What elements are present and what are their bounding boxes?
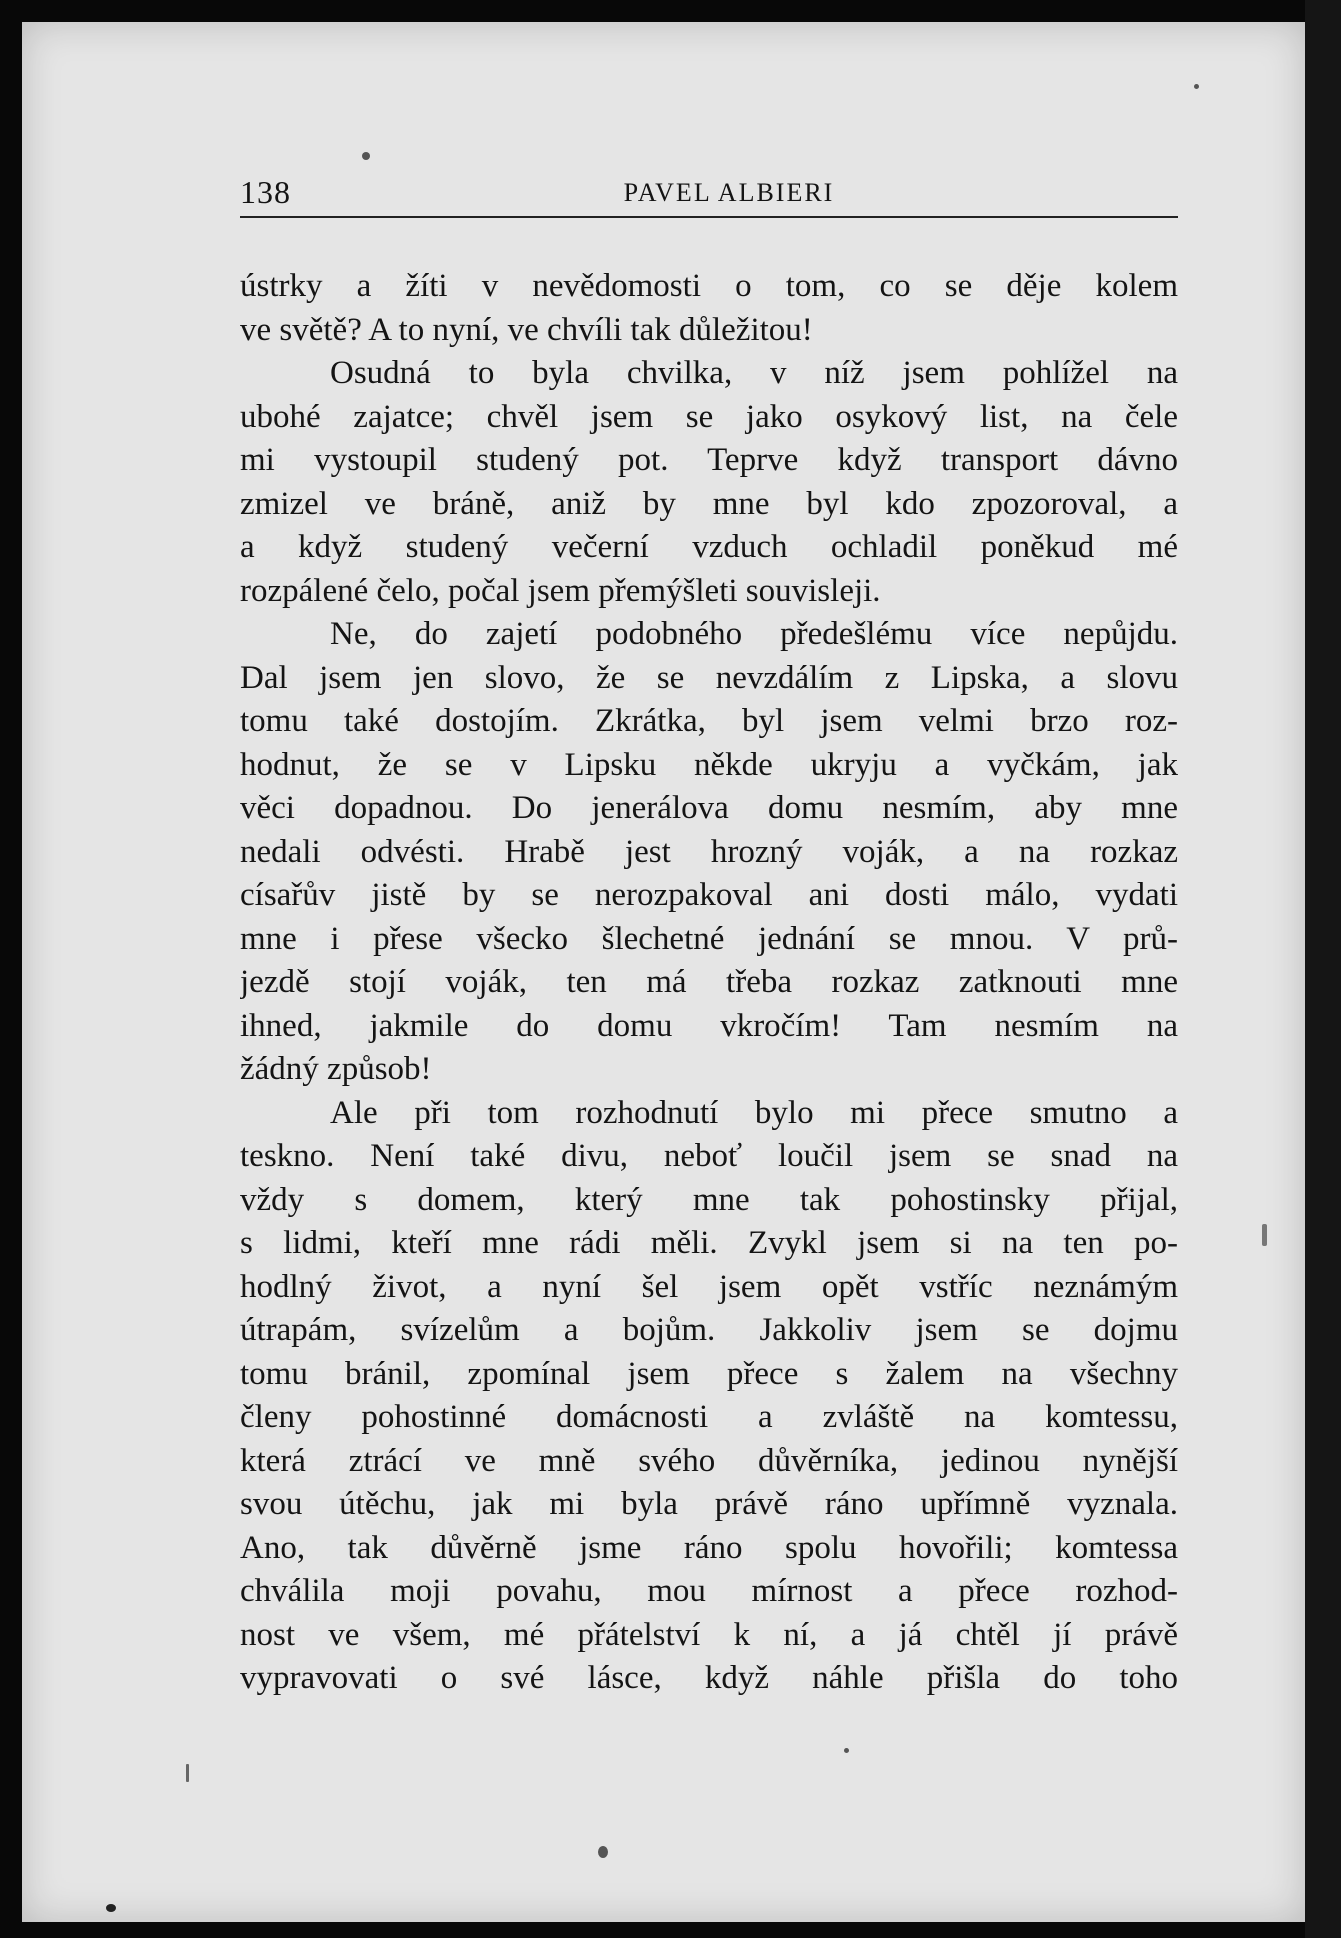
- text-line: ve světě? A to nyní, ve chvíli tak důležitou!: [240, 311, 813, 348]
- adjacent-page-edge: [1305, 0, 1341, 1938]
- text-line: Osudná to byla chvilka, v níž jsem pohlížel na: [330, 355, 1178, 391]
- text-line: zmizel ve bráně, aniž by mne byl kdo zpozoroval, a: [240, 485, 1178, 522]
- text-line: nedali odvésti. Hrabě jest hrozný voják, a na rozkaz: [240, 833, 1178, 870]
- text-line: věci dopadnou. Do jenerálova domu nesmím, aby mne: [240, 790, 1178, 826]
- text-line: chválila moji povahu, mou mírnost a přece rozhod-: [240, 1573, 1178, 1609]
- scan-speck: [844, 1748, 849, 1753]
- text-line: hodnut, že se v Lipsku někde ukryju a vyčkám, jak: [240, 746, 1178, 783]
- scan-speck: [362, 152, 370, 160]
- text-line: žádný způsob!: [240, 1051, 432, 1087]
- scan-speck: [106, 1904, 116, 1912]
- scan-speck: [186, 1764, 189, 1782]
- scan-speck: [1194, 84, 1199, 89]
- text-line: mi vystoupil studený pot. Teprve když transport dávno: [240, 442, 1178, 478]
- text-line: ústrky a žíti v nevědomosti o tom, co se děje kolem: [240, 268, 1178, 304]
- text-line: Dal jsem jen slovo, že se nevzdálím z Lipska, a slovu: [240, 659, 1178, 696]
- text-line: hodlný život, a nyní šel jsem opět vstříc neznámým: [240, 1268, 1178, 1305]
- text-line: útrapám, svízelům a bojům. Jakkoliv jsem se dojmu: [240, 1312, 1178, 1348]
- text-line: ubohé zajatce; chvěl jsem se jako osykový list, na čele: [240, 398, 1178, 435]
- text-line: jezdě stojí voják, ten má třeba rozkaz zatknouti mne: [240, 964, 1178, 1000]
- text-line: vždy s domem, který mne tak pohostinsky přijal,: [240, 1181, 1178, 1218]
- text-line: císařův jistě by se nerozpakoval ani dosti málo, vydati: [240, 877, 1178, 913]
- text-line: teskno. Není také divu, neboť loučil jsem se snad na: [240, 1138, 1178, 1174]
- body-text: [240, 265, 1178, 1701]
- text-line: a když studený večerní vzduch ochladil poněkud mé: [240, 529, 1178, 565]
- page-number: 138: [240, 174, 291, 210]
- text-line: ihned, jakmile do domu vkročím! Tam nesmím na: [240, 1007, 1178, 1044]
- scan-speck: [598, 1846, 608, 1858]
- text-line: Ano, tak důvěrně jsme ráno spolu hovořili; komtessa: [240, 1529, 1178, 1566]
- running-head: PAVEL ALBIERI: [623, 178, 835, 207]
- scan-speck: [1262, 1224, 1267, 1246]
- text-line: vypravovati o své lásce, když náhle přišla do toho: [240, 1660, 1178, 1696]
- text-line: Ale při tom rozhodnutí bylo mi přece smutno a: [330, 1094, 1178, 1131]
- text-line: nost ve všem, mé přátelství k ní, a já chtěl jí právě: [240, 1616, 1178, 1653]
- text-line: tomu také dostojím. Zkrátka, byl jsem velmi brzo roz-: [240, 703, 1178, 739]
- text-line: rozpálené čelo, počal jsem přemýšleti souvisleji.: [240, 572, 881, 609]
- text-line: s lidmi, kteří mne rádi měli. Zvykl jsem si na ten po-: [240, 1225, 1178, 1261]
- page-header: [240, 168, 1178, 218]
- text-line: Ne, do zajetí podobného předešlému více nepůjdu.: [330, 616, 1178, 652]
- text-line: členy pohostinné domácnosti a zvláště na komtessu,: [240, 1399, 1178, 1435]
- text-line: která ztrácí ve mně svého důvěrníka, jedinou nynější: [240, 1442, 1178, 1479]
- text-line: svou útěchu, jak mi byla právě ráno upřímně vyznala.: [240, 1486, 1178, 1522]
- text-line: tomu bránil, zpomínal jsem přece s žalem na všechny: [240, 1355, 1178, 1392]
- text-line: mne i přese všecko šlechetné jednání se mnou. V prů-: [240, 920, 1178, 957]
